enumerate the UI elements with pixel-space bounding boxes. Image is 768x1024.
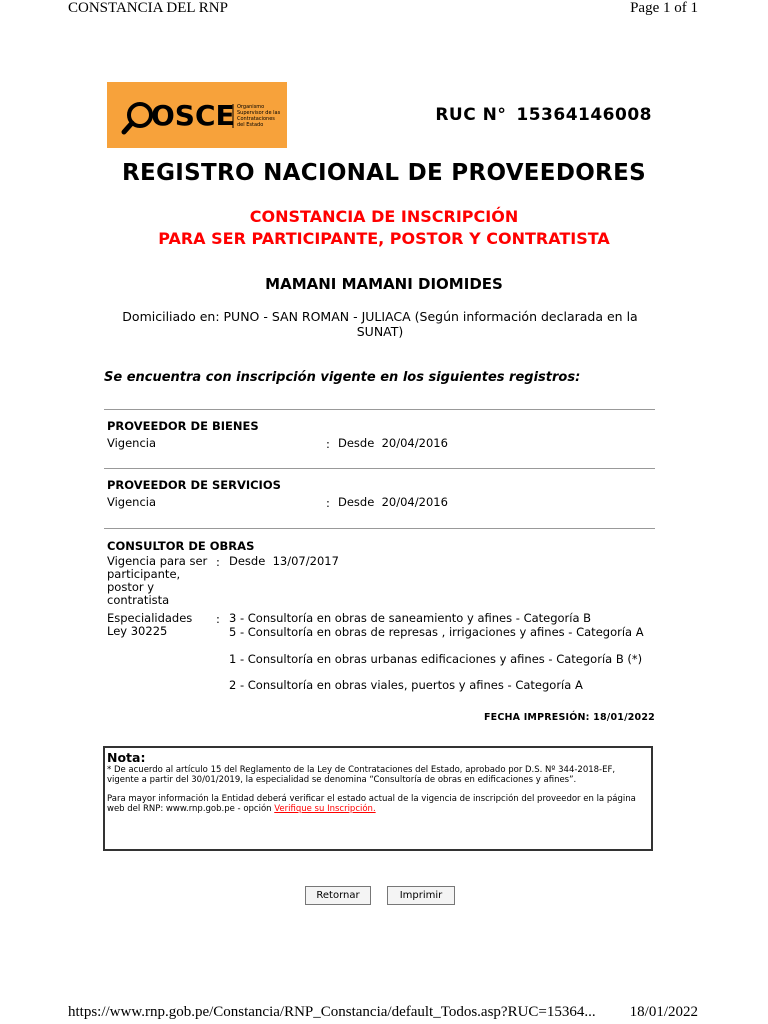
nota-box: [103, 746, 653, 851]
osce-logo: [107, 82, 287, 148]
nota-title: Nota:: [107, 750, 146, 765]
intro-text: Se encuentra con inscripción vigente en los siguientes registros:: [104, 370, 581, 385]
imprimir-button[interactable]: Imprimir: [387, 886, 455, 905]
subtitle-line-2: PARA SER PARTICIPANTE, POSTOR Y CONTRATISTA: [158, 229, 610, 248]
obras-vigencia-label: Vigencia para ser participante, postor y contratista: [107, 554, 208, 607]
divider: [104, 409, 655, 410]
especialidad-item: 2 - Consultoría en obras viales, puertos y afines - Categoría A: [229, 678, 583, 692]
logo-tagline-3: Contrataciones: [237, 116, 275, 122]
logo-tagline-1: Organismo: [237, 104, 265, 110]
especialidades-label: Especialidades Ley 30225: [107, 611, 193, 638]
print-footer-date: 18/01/2022: [629, 1004, 698, 1020]
nota-paragraph-2: [107, 794, 649, 814]
print-header: [0, 0, 768, 18]
ruc-number: 15364146008: [516, 105, 652, 125]
logo-tagline-4: del Estado: [237, 122, 264, 128]
servicios-colon: :: [326, 496, 330, 510]
page-title: REGISTRO NACIONAL DE PROVEEDORES: [122, 160, 646, 186]
ruc: [435, 105, 652, 125]
especialidades-colon: :: [216, 612, 220, 626]
especialidad-item: 1 - Consultoría en obras urbanas edificaciones y afines - Categoría B (*): [229, 652, 643, 666]
retornar-button[interactable]: Retornar: [305, 886, 371, 905]
section-title-obras: CONSULTOR DE OBRAS: [107, 539, 255, 553]
servicios-vigencia-value: Desde 20/04/2016: [338, 495, 448, 509]
ruc-label: RUC N°: [435, 105, 507, 125]
provider-address: Domiciliado en: PUNO - SAN ROMAN - JULIACA (Según información declarada en la SUNAT): [122, 309, 638, 339]
servicios-vigencia-label: Vigencia: [107, 495, 157, 509]
print-footer-url: https://www.rnp.gob.pe/Constancia/RNP_Constancia/default_Todos.asp?RUC=15364...: [68, 1004, 596, 1020]
logo-tagline-2: Supervisor de las: [237, 110, 281, 116]
subtitle-line-1: CONSTANCIA DE INSCRIPCIÓN: [249, 207, 519, 226]
print-header-page: Page 1 of 1: [630, 0, 698, 16]
bienes-vigencia-label: Vigencia: [107, 436, 157, 450]
provider-name: MAMANI MAMANI DIOMIDES: [265, 275, 503, 293]
obras-vigencia-value: Desde 13/07/2017: [229, 554, 339, 568]
especialidad-item: 5 - Consultoría en obras de represas , irrigaciones y afines - Categoría A: [229, 625, 644, 639]
section-title-servicios: PROVEEDOR DE SERVICIOS: [107, 478, 281, 492]
nota-paragraph-2-text: Para mayor información la Entidad deberá verificar el estado actual de la vigencia de inscripción del proveedor en la página web del RNP: www.rnp.gob.pe - opción: [107, 794, 636, 814]
print-header-title: CONSTANCIA DEL RNP: [68, 0, 228, 16]
especialidad-item: 3 - Consultoría en obras de saneamiento y afines - Categoría B: [229, 611, 592, 625]
bienes-colon: :: [326, 437, 330, 451]
divider: [104, 528, 655, 529]
verifique-inscripcion-link[interactable]: Verifique su Inscripción.: [274, 804, 376, 814]
fecha-impresion: FECHA IMPRESIÓN: 18/01/2022: [483, 712, 655, 723]
nota-paragraph-1: * De acuerdo al artículo 15 del Reglamento de la Ley de Contrataciones del Estado, aprobado por D.S. Nº 344-2018-EF, vigente a partir del 30/01/2019, la especialidad se denomina “Consultoría de obras en edificaciones y afines”.: [107, 765, 616, 785]
magnifier-icon: [124, 104, 151, 132]
divider: [104, 468, 655, 469]
section-title-bienes: PROVEEDOR DE BIENES: [107, 419, 259, 433]
obras-vigencia-colon: :: [216, 555, 220, 569]
logo-brand: OSCE: [151, 99, 235, 132]
bienes-vigencia-value: Desde 20/04/2016: [338, 436, 448, 450]
